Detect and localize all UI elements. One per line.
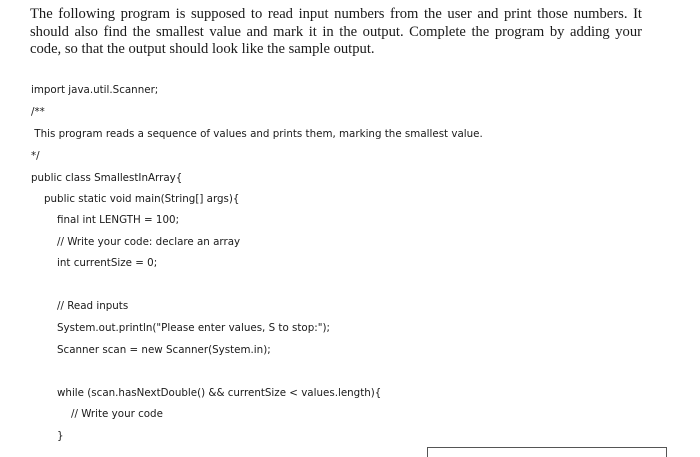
code-doc-open: /**	[31, 106, 45, 118]
code-import-line: import java.util.Scanner;	[31, 84, 159, 96]
code-doc-text: This program reads a sequence of values and prints them, marking the smallest value.	[31, 128, 483, 140]
code-doc-close: */	[31, 150, 40, 162]
code-current-size: int currentSize = 0;	[57, 257, 158, 269]
code-class-declaration: public class SmallestInArray{	[31, 172, 183, 184]
code-while-loop: while (scan.hasNextDouble() && currentSize < values.length){	[57, 387, 382, 399]
code-scanner: Scanner scan = new Scanner(System.in);	[57, 344, 271, 356]
code-main-declaration: public static void main(String[] args){	[44, 193, 240, 205]
code-close-brace: }	[57, 430, 64, 442]
code-length-declaration: final int LENGTH = 100;	[57, 214, 180, 226]
code-comment-write-code: // Write your code	[71, 408, 163, 420]
code-comment-declare-array: // Write your code: declare an array	[57, 236, 241, 248]
code-println: System.out.println("Please enter values, S to stop:");	[57, 322, 330, 334]
question-text: The following program is supposed to read input numbers from the user and print those numbers. It should also find the smallest value and mark it in the output. Complete the program by adding your code, so that the output should look like the sample output.	[30, 6, 642, 57]
code-comment-read-inputs: // Read inputs	[57, 300, 129, 312]
output-box-left-border	[427, 447, 428, 457]
output-box-right-border	[666, 447, 667, 457]
output-box-top-border	[427, 447, 667, 448]
